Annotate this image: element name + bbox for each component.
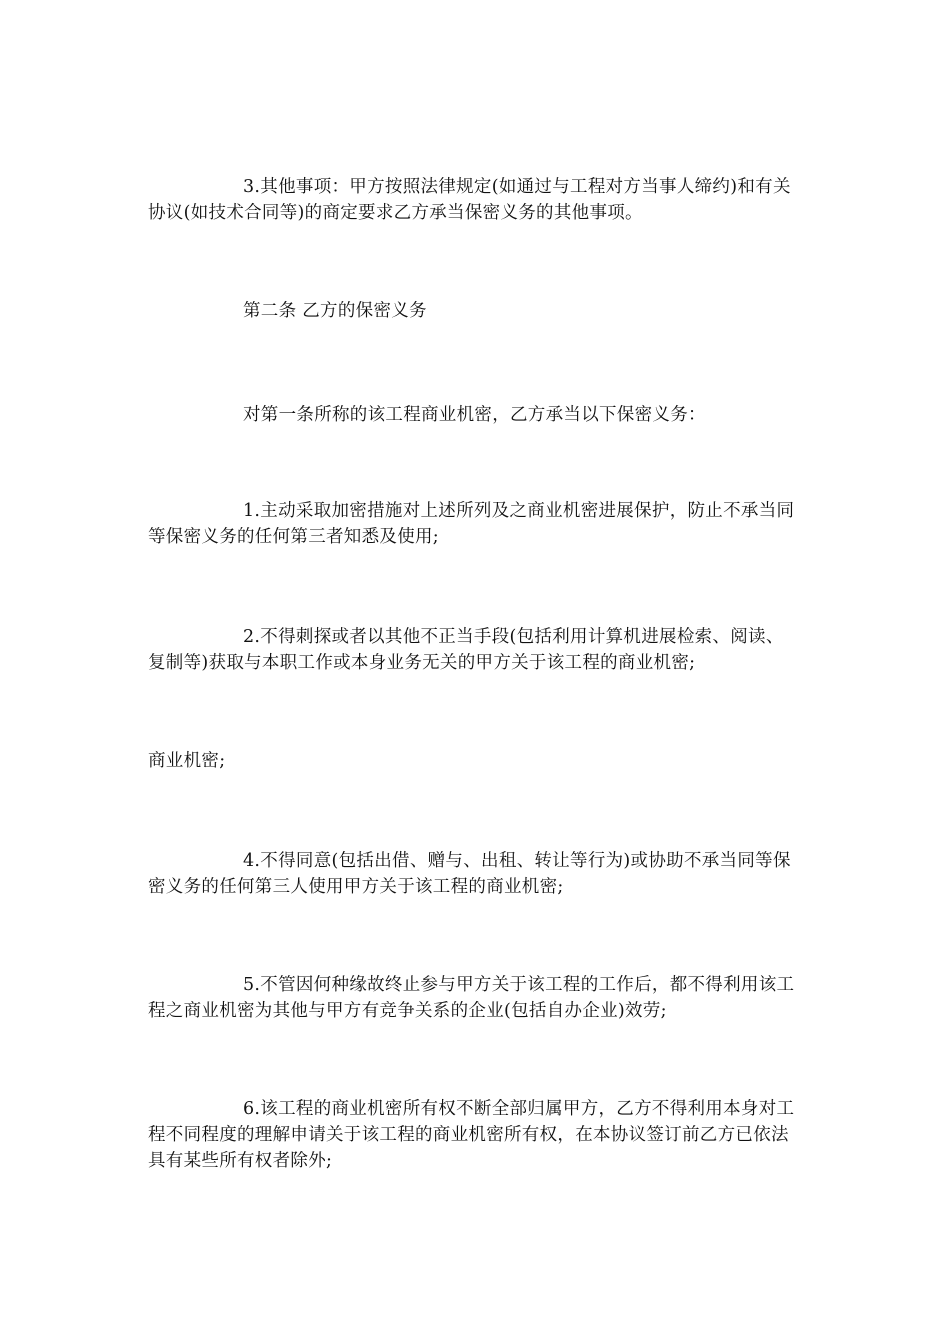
paragraph-obligations-intro: 对第一条所称的该工程商业机密，乙方承当以下保密义务： xyxy=(243,405,706,425)
article-two-heading: 第二条 乙方的保密义务 xyxy=(243,301,427,321)
paragraph-item-5: 5.不管因何种缘故终止参与甲方关于该工程的工作后，都不得利用该工程之商业机密为其他与甲方有竞争关系的企业(包括自办企业)效劳; xyxy=(148,975,795,1021)
paragraph-fragment: 商业机密; xyxy=(148,751,226,771)
paragraph-other-matters: 3.其他事项：甲方按照法律规定(如通过与工程对方当事人缔约)和有关协议(如技术合同等)的商定要求乙方承当保密义务的其他事项。 xyxy=(148,177,791,223)
paragraph-item-6: 6.该工程的商业机密所有权不断全部归属甲方，乙方不得利用本身对工程不同程度的理解申请关于该工程的商业机密所有权，在本协议签订前乙方已依法具有某些所有权者除外; xyxy=(148,1099,795,1171)
paragraph-item-1: 1.主动采取加密措施对上述所列及之商业机密进展保护，防止不承当同等保密义务的任何第三者知悉及使用; xyxy=(148,501,795,547)
paragraph-item-2: 2.不得刺探或者以其他不正当手段(包括利用计算机进展检索、阅读、复制等)获取与本职工作或本身业务无关的甲方关于该工程的商业机密; xyxy=(148,627,784,673)
paragraph-item-4: 4.不得同意(包括出借、赠与、出租、转让等行为)或协助不承当同等保密义务的任何第三人使用甲方关于该工程的商业机密; xyxy=(148,851,791,897)
